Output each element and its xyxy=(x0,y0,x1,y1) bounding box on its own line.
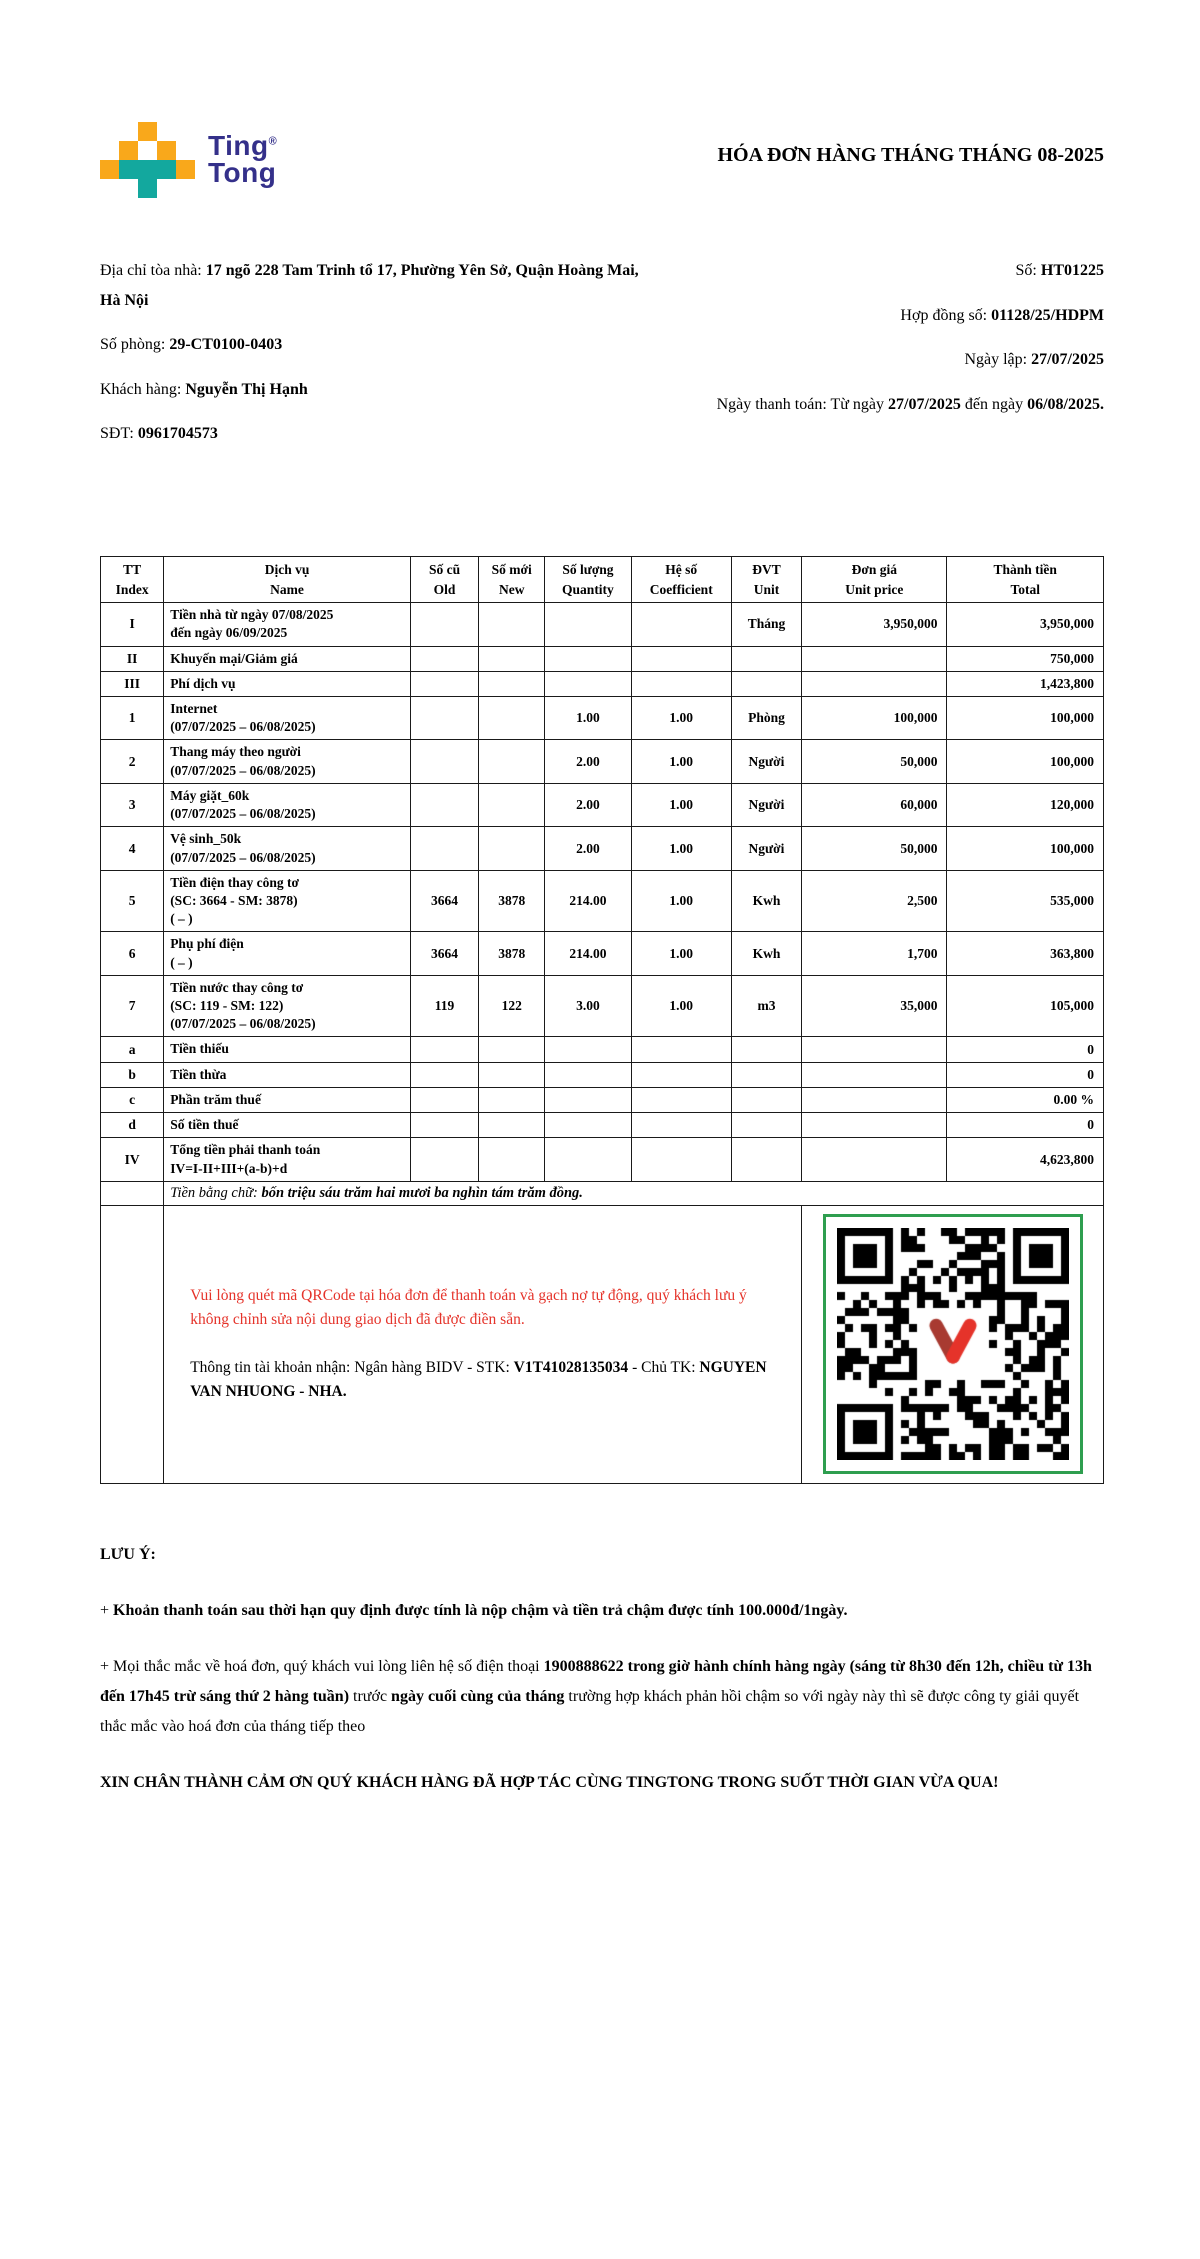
cell-index: 3 xyxy=(101,783,164,826)
cell-index: 2 xyxy=(101,740,164,783)
table-row xyxy=(101,1087,1104,1112)
text-run: trong giờ hành chính hàng ngày (sáng từ 8h30 đến 12h, chiều từ 13h đến 17h45 trừ sáng thứ 2 hàng tuần) xyxy=(100,1658,1092,1705)
cell-total: 0.00 % xyxy=(947,1087,1104,1112)
cell-index: II xyxy=(101,646,164,671)
cell-coef xyxy=(631,671,731,696)
cell-index: 7 xyxy=(101,975,164,1037)
text-run: Địa chỉ tòa nhà: xyxy=(100,262,206,279)
invoice-meta xyxy=(692,256,1104,464)
cell-name: Tiền thiếu xyxy=(164,1037,411,1062)
cell-total: 750,000 xyxy=(947,646,1104,671)
cell-qty xyxy=(545,1062,631,1087)
cell-total: 100,000 xyxy=(947,827,1104,870)
cell-unit xyxy=(731,646,801,671)
cell-new xyxy=(479,1113,545,1138)
cell-total: 0 xyxy=(947,1062,1104,1087)
table-row xyxy=(101,1138,1104,1181)
cell-price xyxy=(802,1062,947,1087)
cell-qty: 2.00 xyxy=(545,783,631,826)
cell-qty xyxy=(545,1087,631,1112)
cell-unit: Người xyxy=(731,827,801,870)
cell-coef: 1.00 xyxy=(631,870,731,932)
cell-coef xyxy=(631,1138,731,1181)
cell-index: a xyxy=(101,1037,164,1062)
cell-new xyxy=(479,1087,545,1112)
cell-index: 4 xyxy=(101,827,164,870)
cell-coef: 1.00 xyxy=(631,932,731,975)
column-header: Số lượng Quantity xyxy=(545,556,631,602)
cell-index: 6 xyxy=(101,932,164,975)
info-line xyxy=(692,345,1104,375)
column-header: TT Index xyxy=(101,556,164,602)
table-body xyxy=(101,603,1104,1182)
column-header: Số cũ Old xyxy=(410,556,478,602)
cell-old: 3664 xyxy=(410,870,478,932)
text-run: 27/07/2025 xyxy=(1031,351,1104,369)
cell-total: 363,800 xyxy=(947,932,1104,975)
cell-unit: Phòng xyxy=(731,696,801,739)
cell-name: Vệ sinh_50k (07/07/2025 – 06/08/2025) xyxy=(164,827,411,870)
tingtong-wordmark xyxy=(208,130,278,188)
cell-unit xyxy=(731,671,801,696)
cell-new: 3878 xyxy=(479,870,545,932)
cell-name: Phụ phí điện ( – ) xyxy=(164,932,411,975)
cell-unit: Kwh xyxy=(731,932,801,975)
cell-new xyxy=(479,646,545,671)
cell-name: Internet (07/07/2025 – 06/08/2025) xyxy=(164,696,411,739)
column-header: ĐVT Unit xyxy=(731,556,801,602)
cell-coef: 1.00 xyxy=(631,975,731,1037)
cell-new xyxy=(479,1037,545,1062)
column-header: Hệ số Coefficient xyxy=(631,556,731,602)
invoice-info xyxy=(100,256,1104,464)
cell-name: Tiền nhà từ ngày 07/08/2025 đến ngày 06/09/2025 xyxy=(164,603,411,646)
cell-name: Tiền nước thay công tơ (SC: 119 - SM: 122) (07/07/2025 – 06/08/2025) xyxy=(164,975,411,1037)
cell-name: Tổng tiền phải thanh toán IV=I-II+III+(a-b)+d xyxy=(164,1138,411,1181)
table-row xyxy=(101,1037,1104,1062)
table-row xyxy=(101,783,1104,826)
registered-mark: ® xyxy=(268,136,278,149)
column-header: Đơn giá Unit price xyxy=(802,556,947,602)
cell-qty: 2.00 xyxy=(545,740,631,783)
text-run: Ngày lập: xyxy=(964,351,1032,369)
cell-index: c xyxy=(101,1087,164,1112)
footer-notes xyxy=(100,1546,1104,1798)
cell-total: 3,950,000 xyxy=(947,603,1104,646)
cell-qty xyxy=(545,1138,631,1181)
payment-row xyxy=(101,1205,1104,1483)
text-run: trước xyxy=(349,1687,392,1705)
amount-in-words xyxy=(164,1181,1104,1205)
cell-new xyxy=(479,1062,545,1087)
cell-total: 1,423,800 xyxy=(947,671,1104,696)
cell-qty xyxy=(545,603,631,646)
amount-in-words-row xyxy=(101,1181,1104,1205)
cell-price: 2,500 xyxy=(802,870,947,932)
table-row xyxy=(101,1113,1104,1138)
cell-total: 535,000 xyxy=(947,870,1104,932)
cell-coef: 1.00 xyxy=(631,783,731,826)
cell-name: Tiền thừa xyxy=(164,1062,411,1087)
cell-old xyxy=(410,827,478,870)
text-run: 06/08/2025. xyxy=(1027,395,1104,413)
cell-coef xyxy=(631,603,731,646)
cell-name: Số tiền thuế xyxy=(164,1113,411,1138)
cell-price: 50,000 xyxy=(802,827,947,870)
info-line xyxy=(692,301,1104,331)
cell-price: 1,700 xyxy=(802,932,947,975)
payment-qr-code xyxy=(837,1228,1069,1460)
text-run: Thông tin tài khoản nhận: Ngân hàng BIDV - STK: xyxy=(190,1359,514,1377)
table-row xyxy=(101,827,1104,870)
payment-instructions xyxy=(164,1205,802,1483)
text-run: + xyxy=(100,1601,114,1619)
cell-total: 100,000 xyxy=(947,740,1104,783)
table-row xyxy=(101,932,1104,975)
cell-new xyxy=(479,671,545,696)
text-run: 17 ngõ 228 Tam Trinh tổ 17, Phường Yên Sở, Quận Hoàng Mai, Hà Nội xyxy=(100,262,639,309)
info-line xyxy=(100,330,662,360)
cell-new: 122 xyxy=(479,975,545,1037)
cell-new xyxy=(479,603,545,646)
cell-index xyxy=(101,1181,164,1205)
cell-old xyxy=(410,671,478,696)
customer-info xyxy=(100,256,662,464)
text-run: 01128/25/HDPM xyxy=(991,306,1104,324)
cell-index: b xyxy=(101,1062,164,1087)
thank-you-message: XIN CHÂN THÀNH CẢM ƠN QUÝ KHÁCH HÀNG ĐÃ HỢP TÁC CÙNG TINGTONG TRONG SUỐT THỜI GIAN VỪA QUA! xyxy=(100,1774,999,1792)
text-run: + Mọi thắc mắc về hoá đơn, quý khách vui lòng liên hệ số điện thoại xyxy=(100,1658,544,1676)
note-hotline xyxy=(100,1652,1104,1741)
cell-qty: 214.00 xyxy=(545,932,631,975)
text-run: 29-CT0100-0403 xyxy=(169,336,283,354)
cell-price: 3,950,000 xyxy=(802,603,947,646)
cell-price xyxy=(802,1037,947,1062)
cell-name: Tiền điện thay công tơ (SC: 3664 - SM: 3878) ( – ) xyxy=(164,870,411,932)
cell-coef: 1.00 xyxy=(631,827,731,870)
cell-unit xyxy=(731,1138,801,1181)
qr-code-frame xyxy=(823,1214,1083,1474)
cell-coef xyxy=(631,1037,731,1062)
notes-heading: LƯU Ý: xyxy=(100,1545,156,1563)
text-run: đến ngày xyxy=(960,395,1028,413)
text-run: - Chủ TK: xyxy=(628,1359,700,1377)
cell-coef xyxy=(631,1062,731,1087)
cell-new xyxy=(479,783,545,826)
cell-index: 1 xyxy=(101,696,164,739)
cell-coef xyxy=(631,1087,731,1112)
cell-total: 120,000 xyxy=(947,783,1104,826)
cell-total: 0 xyxy=(947,1037,1104,1062)
column-header: Thành tiền Total xyxy=(947,556,1104,602)
info-line xyxy=(692,390,1104,420)
cell-unit xyxy=(731,1062,801,1087)
cell-index: I xyxy=(101,603,164,646)
cell-qty xyxy=(545,1037,631,1062)
cell-new: 3878 xyxy=(479,932,545,975)
table-row xyxy=(101,646,1104,671)
cell-coef xyxy=(631,646,731,671)
cell-name: Khuyến mại/Giảm giá xyxy=(164,646,411,671)
cell-total: 4,623,800 xyxy=(947,1138,1104,1181)
qr-scan-note: Vui lòng quét mã QRCode tại hóa đơn để thanh toán và gạch nợ tự động, quý khách lưu ý không chỉnh sửa nội dung giao dịch đã được điền sẵn. xyxy=(190,1287,747,1329)
page-title: HÓA ĐƠN HÀNG THÁNG THÁNG 08-2025 xyxy=(717,144,1104,166)
info-line xyxy=(692,256,1104,286)
cell-total: 0 xyxy=(947,1113,1104,1138)
cell-old xyxy=(410,1037,478,1062)
table-row xyxy=(101,1062,1104,1087)
info-line xyxy=(100,375,662,405)
cell-old: 3664 xyxy=(410,932,478,975)
cell-old xyxy=(410,1062,478,1087)
info-line xyxy=(100,419,662,449)
cell-unit: Kwh xyxy=(731,870,801,932)
cell-unit: Người xyxy=(731,783,801,826)
invoice-table xyxy=(100,556,1104,1484)
cell-index: d xyxy=(101,1113,164,1138)
text-run: Khách hàng: xyxy=(100,380,186,398)
cell-unit: Tháng xyxy=(731,603,801,646)
text-run: NGUYEN VAN NHUONG - NHA. xyxy=(190,1359,767,1401)
cell-qty xyxy=(545,646,631,671)
cell-old xyxy=(410,696,478,739)
tingtong-logo xyxy=(100,122,277,198)
cell-index: III xyxy=(101,671,164,696)
cell-unit xyxy=(731,1113,801,1138)
table-row xyxy=(101,671,1104,696)
cell-unit xyxy=(731,1087,801,1112)
cell-unit: Người xyxy=(731,740,801,783)
column-header: Dịch vụ Name xyxy=(164,556,411,602)
table-row xyxy=(101,696,1104,739)
text-run: Hợp đồng số: xyxy=(900,306,992,324)
text-run: 0961704573 xyxy=(137,425,218,443)
amount-in-words-value: bốn triệu sáu trăm hai mươi ba nghìn tám trăm đồng. xyxy=(261,1184,583,1201)
cell-index: 5 xyxy=(101,870,164,932)
cell-qty: 2.00 xyxy=(545,827,631,870)
cell-price xyxy=(802,1138,947,1181)
cell-price: 60,000 xyxy=(802,783,947,826)
text-run: 1900888622 xyxy=(543,1658,624,1676)
cell-total: 100,000 xyxy=(947,696,1104,739)
cell-qty xyxy=(545,671,631,696)
note-late-payment xyxy=(100,1596,1104,1626)
table-row xyxy=(101,603,1104,646)
table-row xyxy=(101,975,1104,1037)
cell-old xyxy=(410,1087,478,1112)
cell-new xyxy=(479,740,545,783)
cell-price xyxy=(802,646,947,671)
column-header: Số mới New xyxy=(479,556,545,602)
cell-name: Thang máy theo người (07/07/2025 – 06/08/2025) xyxy=(164,740,411,783)
text-run: Khoản thanh toán sau thời hạn quy định được tính là nộp chậm và tiền trả chậm được tính 100.000đ/1ngày. xyxy=(113,1601,848,1619)
cell-qty: 214.00 xyxy=(545,870,631,932)
table-row xyxy=(101,740,1104,783)
brand-line1: Ting xyxy=(208,130,269,162)
cell-new xyxy=(479,696,545,739)
cell-name: Phí dịch vụ xyxy=(164,671,411,696)
text-run: Ngày thanh toán: Từ ngày xyxy=(716,395,889,413)
cell-price: 35,000 xyxy=(802,975,947,1037)
amount-in-words-label: Tiền bằng chữ: xyxy=(170,1184,262,1201)
text-run: V1T41028135034 xyxy=(513,1359,629,1377)
cell-total: 105,000 xyxy=(947,975,1104,1037)
cell-coef xyxy=(631,1113,731,1138)
header xyxy=(100,122,1104,198)
cell-new xyxy=(479,827,545,870)
cell-qty: 1.00 xyxy=(545,696,631,739)
cell-unit xyxy=(731,1037,801,1062)
cell-new xyxy=(479,1138,545,1181)
text-run: ngày cuối cùng của tháng xyxy=(391,1687,565,1705)
cell-old xyxy=(410,603,478,646)
cell-unit: m3 xyxy=(731,975,801,1037)
cell-old xyxy=(410,1138,478,1181)
text-run: Số: xyxy=(1015,262,1041,279)
cell-price xyxy=(802,1113,947,1138)
text-run: Nguyễn Thị Hạnh xyxy=(185,380,308,398)
text-run: Số phòng: xyxy=(100,336,170,354)
cell-old xyxy=(410,740,478,783)
info-line xyxy=(100,256,662,315)
cell-index xyxy=(101,1205,164,1483)
cell-price xyxy=(802,671,947,696)
text-run: SĐT: xyxy=(100,425,138,443)
tingtong-logo-icon xyxy=(100,122,195,198)
cell-coef: 1.00 xyxy=(631,696,731,739)
text-run: HT01225 xyxy=(1040,262,1104,279)
cell-old xyxy=(410,1113,478,1138)
cell-name: Phần trăm thuế xyxy=(164,1087,411,1112)
table-row xyxy=(101,870,1104,932)
cell-qty: 3.00 xyxy=(545,975,631,1037)
cell-price: 50,000 xyxy=(802,740,947,783)
qr-code-cell xyxy=(802,1205,1104,1483)
cell-old xyxy=(410,783,478,826)
text-run: 27/07/2025 xyxy=(888,395,961,413)
table-header-row xyxy=(101,556,1104,602)
cell-price: 100,000 xyxy=(802,696,947,739)
cell-index: IV xyxy=(101,1138,164,1181)
cell-qty xyxy=(545,1113,631,1138)
cell-name: Máy giặt_60k (07/07/2025 – 06/08/2025) xyxy=(164,783,411,826)
cell-coef: 1.00 xyxy=(631,740,731,783)
table-header xyxy=(101,556,1104,602)
brand-line2: Tong xyxy=(208,157,277,188)
cell-old: 119 xyxy=(410,975,478,1037)
text-run: trường hợp khách phản hồi chậm so với ngày này thì sẽ được công ty giải quyết thắc mắc vào hoá đơn của tháng tiếp theo xyxy=(100,1687,1080,1735)
cell-price xyxy=(802,1087,947,1112)
cell-old xyxy=(410,646,478,671)
bank-account-info xyxy=(190,1356,773,1404)
